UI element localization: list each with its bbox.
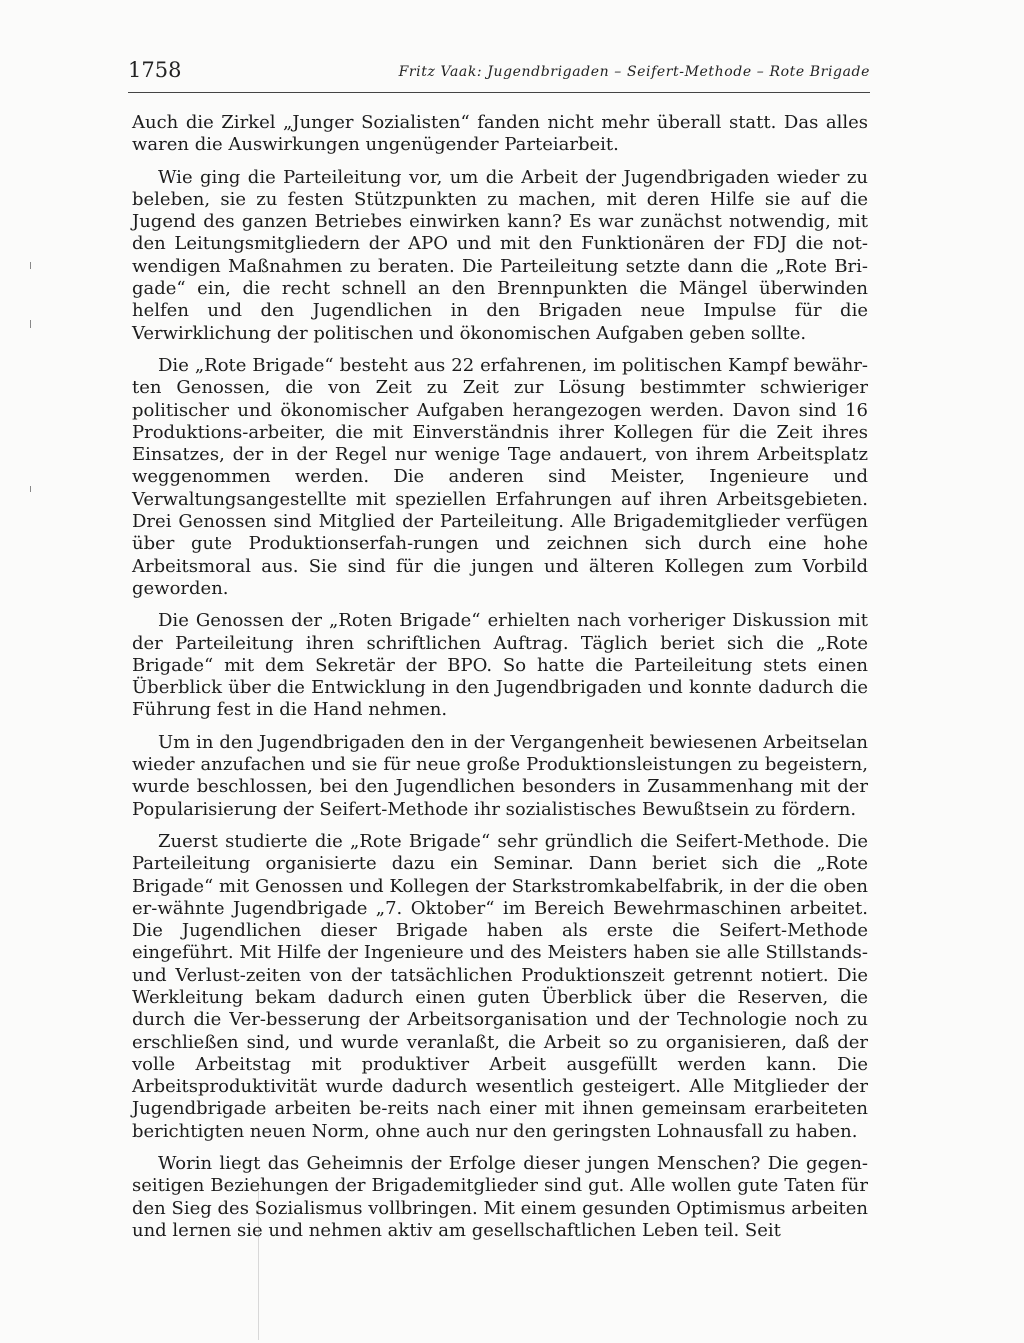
- page-header: [128, 58, 870, 93]
- paragraph: Zuerst studierte die „Rote Brigade“ sehr gründlich die Seifert-Methode. Die Parteileitung organisierte dazu ein Seminar. Dann beriet sich die „Rote Brigade“ mit Genossen und Kollegen der Starkstromkabelfabrik, in der die oben er-wähnte Jugendbrigade „7. Oktober“ im Bereich Bewehrmaschinen arbeitet. Die Jugendlichen dieser Brigade haben als erste die Seifert-Methode eingeführt. Mit Hilfe der Ingenieure und des Meisters haben sie alle Stillstands- und Verlust-zeiten von der tatsächlichen Produktionszeit getrennt notiert. Die Werkleitung bekam dadurch einen guten Überblick über die Reserven, die durch die Ver-besserung der Arbeitsorganisation und der Technologie noch zu erschließen sind, und wurde veranlaßt, die Arbeit so zu organisieren, daß der volle Arbeitstag mit produktiver Arbeit ausgefüllt werden kann. Die Arbeitsproduktivität wurde dadurch wesentlich gesteigert. Alle Mitglieder der Jugendbrigade arbeiten be-reits nach einer mit ihnen gemeinsam erarbeiteten berichtigten neuen Norm, ohne auch nur den geringsten Lohnausfall zu haben.: [132, 830, 868, 1142]
- paragraph: Um in den Jugendbrigaden den in der Vergangenheit bewiesenen Arbeitselan wieder anzufachen und sie für neue große Produktionsleistungen zu begeistern, wurde beschlossen, bei den Jugendlichen besonders in Zusammenhang mit der Popularisierung der Seifert-Methode ihr sozialistisches Bewußtsein zu fördern.: [132, 731, 868, 820]
- running-head: Fritz Vaak: Jugendbrigaden – Seifert-Methode – Rote Brigade: [398, 64, 870, 80]
- margin-mark: [30, 320, 31, 328]
- page-number: 1758: [128, 58, 182, 82]
- paragraph: Wie ging die Parteileitung vor, um die Arbeit der Jugendbrigaden wieder zu beleben, sie zu festen Stützpunkten zu machen, mit deren Hilfe sie auf die Jugend des ganzen Betriebes einwirken kann? Es war zunächst notwendig, mit den Leitungsmitgliedern der APO und mit den Funktionären der FDJ die not-wendigen Maßnahmen zu beraten. Die Parteileitung setzte dann die „Rote Bri-gade“ ein, die recht schnell an den Brennpunkten die Mängel überwinden helfen und den Jugendlichen in den Brigaden neue Impulse für die Verwirklichung der politischen und ökonomischen Aufgaben geben sollte.: [132, 166, 868, 344]
- paragraph: Worin liegt das Geheimnis der Erfolge dieser jungen Menschen? Die gegen-seitigen Beziehungen der Brigademitglieder sind gut. Alle wollen gute Taten für den Sieg des Sozialismus vollbringen. Mit einem gesunden Optimismus arbeiten und lernen sie und nehmen aktiv am gesellschaftlichen Leben teil. Seit: [132, 1153, 868, 1241]
- paragraph: Auch die Zirkel „Junger Sozialisten“ fanden nicht mehr überall statt. Das alles waren die Auswirkungen ungenügender Parteiarbeit.: [132, 112, 868, 156]
- margin-mark: [30, 486, 31, 492]
- paragraph: Die Genossen der „Roten Brigade“ erhielten nach vorheriger Diskussion mit der Parteileitung ihren schriftlichen Auftrag. Täglich beriet sich die „Rote Brigade“ mit dem Sekretär der BPO. So hatte die Parteileitung stets einen Überblick über die Entwicklung in den Jugendbrigaden und konnte dadurch die Führung fest in die Hand nehmen.: [132, 610, 868, 721]
- paragraph: Die „Rote Brigade“ besteht aus 22 erfahrenen, im politischen Kampf bewähr-ten Genossen, die von Zeit zu Zeit zur Lösung bestimmter schwieriger politischer und ökonomischer Aufgaben herangezogen werden. Davon sind 16 Produktions-arbeiter, die mit Einverständnis ihrer Kollegen für die Zeit ihres Einsatzes, der in der Regel nur wenige Tage andauert, von ihrem Arbeitsplatz weggenommen werden. Die anderen sind Meister, Ingenieure und Verwaltungsangestellte mit speziellen Erfahrungen auf ihren Arbeitsgebieten. Drei Genossen sind Mitglied der Parteileitung. Alle Brigademitglieder verfügen über gute Produktionserfah-rungen und zeichnen sich durch eine hohe Arbeitsmoral aus. Sie sind für die jungen und älteren Kollegen zum Vorbild geworden.: [132, 354, 868, 599]
- margin-mark: [30, 262, 31, 269]
- body-text: [132, 112, 868, 1252]
